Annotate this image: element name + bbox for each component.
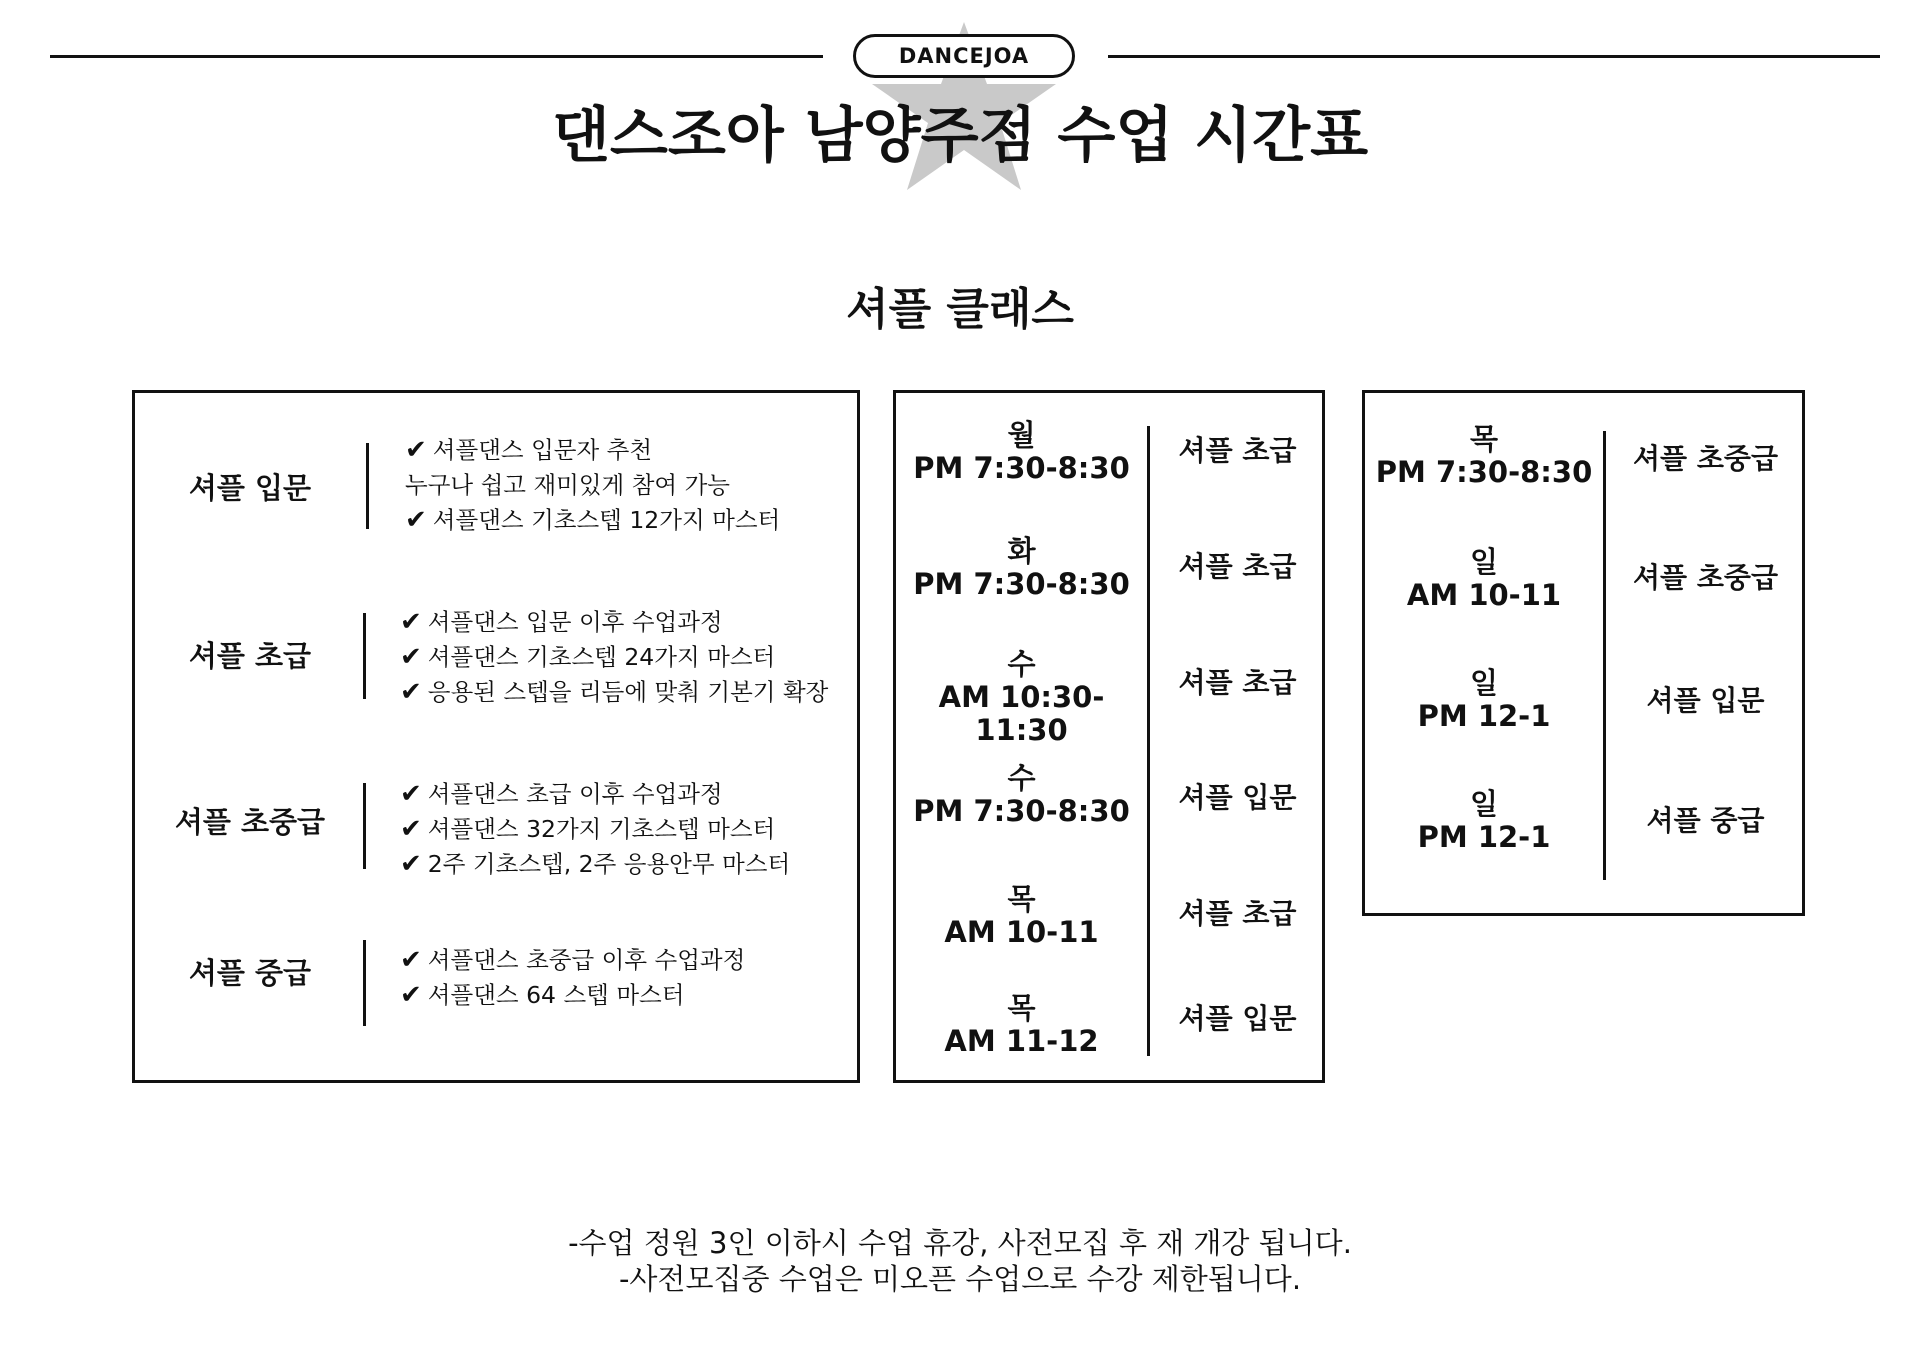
note-line: -수업 정원 3인 이하시 수업 휴강, 사전모집 후 재 개강 됩니다.: [568, 1226, 1352, 1260]
slot-class: 셔플 초급: [1178, 550, 1297, 583]
check-icon: ✔: [400, 607, 422, 637]
slot-hours: PM 7:30-8:30: [913, 794, 1130, 828]
footer-notes: [0, 1225, 1920, 1297]
slot-day: 수: [1007, 647, 1036, 681]
slot-time: [1365, 667, 1603, 733]
level-description: [400, 777, 790, 882]
slot-hours: AM 10:30-11:30: [938, 680, 1105, 747]
slot-day: 목: [1007, 991, 1036, 1025]
note-line: -사전모집중 수업은 미오픈 수업으로 수강 제한됩니다.: [618, 1262, 1302, 1296]
slot-day: 수: [1007, 761, 1036, 795]
header-rule-right: [1108, 55, 1880, 58]
brand-badge: DANCEJOA: [853, 34, 1075, 78]
slot-class: 셔플 초중급: [1633, 442, 1778, 475]
description-line: ✔ 셔플댄스 입문자 추천: [405, 435, 653, 465]
check-icon: ✔: [400, 677, 422, 707]
slot-day: 일: [1469, 545, 1498, 579]
description-line: ✔ 셔플댄스 입문 이후 수업과정: [400, 607, 723, 637]
slot-day: 화: [1007, 534, 1036, 568]
slot-hours: PM 12-1: [1417, 820, 1551, 854]
level-divider: [366, 443, 369, 529]
description-line: ✔ 응용된 스텝을 리듬에 맞춰 기본기 확장: [400, 677, 829, 707]
slot-time: [1365, 423, 1603, 489]
description-line: 누구나 쉽고 재미있게 참여 가능: [405, 471, 730, 499]
level-divider: [363, 783, 366, 869]
schedule-panel-weekday: [893, 390, 1325, 1083]
level-divider: [363, 940, 366, 1026]
slot-hours: AM 10-11: [1406, 578, 1562, 612]
slot-class: 셔플 입문: [1178, 781, 1297, 814]
level-description: [405, 433, 780, 538]
check-icon: ✔: [405, 505, 427, 535]
description-line: ✔ 셔플댄스 64 스텝 마스터: [400, 980, 685, 1010]
description-line: ✔ 2주 기초스텝, 2주 응용안무 마스터: [400, 849, 791, 879]
slot-time: [896, 883, 1147, 949]
slot-day: 목: [1469, 422, 1498, 456]
slot-class: 셔플 초급: [1178, 666, 1297, 699]
level-name: 셔플 중급: [188, 956, 312, 990]
slot-time: [896, 535, 1147, 601]
slot-class: 셔플 중급: [1646, 804, 1765, 837]
slot-class: 셔플 입문: [1646, 684, 1765, 717]
check-icon: ✔: [400, 945, 422, 975]
slot-hours: PM 7:30-8:30: [913, 567, 1130, 601]
schedule-divider: [1147, 426, 1150, 1056]
description-line: ✔ 셔플댄스 초급 이후 수업과정: [400, 779, 723, 809]
slot-time: [896, 992, 1147, 1058]
slot-hours: AM 10-11: [944, 915, 1099, 949]
check-icon: ✔: [400, 849, 422, 879]
level-name: 셔플 입문: [188, 471, 312, 505]
level-name: 셔플 초중급: [174, 805, 326, 839]
slot-day: 일: [1469, 787, 1498, 821]
slot-time: [1365, 788, 1603, 854]
check-icon: ✔: [400, 779, 422, 809]
slot-day: 월: [1007, 418, 1036, 452]
slot-day: 목: [1007, 882, 1036, 916]
slot-time: [896, 648, 1147, 747]
slot-day: 일: [1469, 666, 1498, 700]
slot-class: 셔플 입문: [1178, 1002, 1297, 1035]
level-divider: [363, 613, 366, 699]
page-title: 댄스조아 남양주점 수업 시간표: [551, 101, 1369, 171]
level-name: 셔플 초급: [188, 639, 312, 673]
level-description: [400, 605, 828, 710]
schedule-panel-weekend: [1362, 390, 1805, 916]
description-line: ✔ 셔플댄스 기초스텝 12가지 마스터: [405, 505, 781, 535]
slot-class: 셔플 초급: [1178, 434, 1297, 467]
slot-time: [1365, 546, 1603, 612]
check-icon: ✔: [400, 814, 422, 844]
check-icon: ✔: [400, 980, 422, 1010]
check-icon: ✔: [405, 435, 427, 465]
description-line: ✔ 셔플댄스 32가지 기초스텝 마스터: [400, 814, 776, 844]
header-rule-left: [50, 55, 823, 58]
section-title: 셔플 클래스: [846, 284, 1074, 335]
slot-hours: PM 7:30-8:30: [1375, 455, 1593, 489]
level-description-panel: [132, 390, 860, 1083]
check-icon: ✔: [400, 642, 422, 672]
slot-time: [896, 419, 1147, 485]
level-description: [400, 943, 745, 1013]
slot-hours: PM 7:30-8:30: [913, 451, 1130, 485]
slot-hours: AM 11-12: [944, 1024, 1099, 1058]
description-line: ✔ 셔플댄스 초중급 이후 수업과정: [400, 945, 746, 975]
slot-class: 셔플 초중급: [1633, 561, 1778, 594]
slot-class: 셔플 초급: [1178, 897, 1297, 930]
slot-time: [896, 762, 1147, 828]
slot-hours: PM 12-1: [1417, 699, 1551, 733]
description-line: ✔ 셔플댄스 기초스텝 24가지 마스터: [400, 642, 776, 672]
